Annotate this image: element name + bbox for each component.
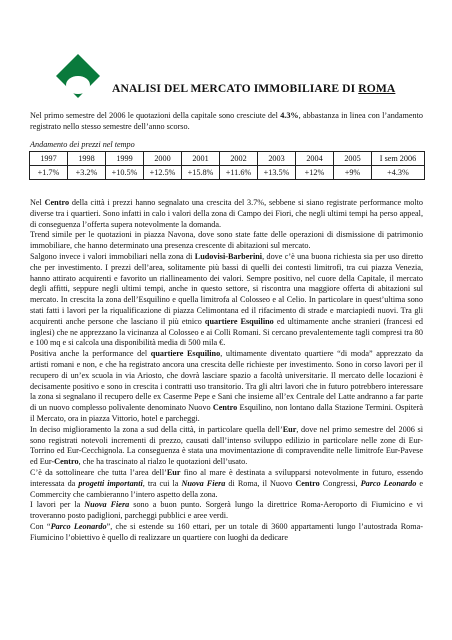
page-title <box>112 82 395 95</box>
year-cell: 2003 <box>258 152 296 166</box>
value-cell: +11.6% <box>220 166 258 180</box>
year-cell: 1998 <box>68 152 106 166</box>
value-cell: +13.5% <box>258 166 296 180</box>
price-trend-label: Andamento dei prezzi nel tempo <box>30 140 135 149</box>
year-cell: 1999 <box>106 152 144 166</box>
intro-paragraph: Nel primo semestre del 2006 le quotazioni della capitale sono cresciute del 4.3%, abbastanza in linea con l’andamento registrato nello stesso semestre dell’anno scorso. <box>30 111 423 131</box>
paragraph: Positiva anche la performance del quartiere Esquilino, ultimamente diventato quartiere “di moda” apprezzato da artisti romani e non, e che ha registrato ancora una crescita delle richieste per investimento. Sono in corso lavori per il recupero di un’ex scuola in via Ariosto, che dovrà lasciare spazio a facoltà universitarie. Il mercato delle locazioni è decisamente positivo e sono in crescita i contratti uso transitorio. Tra gli altri lavori che in futuro potrebbero interessare la zona si segnalano il recupero delle ex Caserme Pepe e Sani che insieme all’ex Centrale del Latte andranno a far parte di un nuovo complesso polivalente denominato Nuovo Centro Esquilino, non lontano dalla Stazione Termini. Ospiterà il Mercato, ora in piazza Vittorio, hotel e parcheggi. <box>30 349 423 423</box>
value-cell: +4.3% <box>372 166 425 180</box>
value-cell: +9% <box>334 166 372 180</box>
year-cell: 2000 <box>144 152 182 166</box>
paragraph: I lavori per la Nuova Fiera sono a buon punto. Sorgerà lungo la direttrice Roma-Aeroporto di Fiumicino e vi troveranno posto padiglioni, parcheggi pubblici e aree verdi. <box>30 500 424 521</box>
year-cell: I sem 2006 <box>372 152 425 166</box>
value-cell: +3.2% <box>68 166 106 180</box>
value-cell: +12% <box>296 166 334 180</box>
paragraph: Salgono invece i valori immobiliari nella zona di Ludovisi-Barberini, dove c’è una buona richiesta sia per uso diretto che per investimento. I prezzi dell’area, solitamente più bassi di quelli dei contesti limitrofi, tra cui piazza Venezia, hanno attirato acquirenti e favorito un riallineamento dei valori. Sempre positivo, nel cuore della Capitale, il mercato degli affitti, seppure negli ultimi tempi, anche in questo settore, si riscontra una maggiore offerta di abitazioni sul mercato. In crescita la zona dell’Esquilino e quella limitrofa al Colosseo e al Celio. In particolare in quest’ultima sono stati fatti i lavori per la riqualificazione di piazza Celimontana ed il rifacimento di strade e marciapiedi nuovi. Tra gli acquirenti anche persone che lasciano il più etnico quartiere Esquilino ed ultimamente anche stranieri (francesi ed inglesi) che ne apprezzano la vicinanza al Colosseo e ai Colli Romani. Si cercano prevalentemente tagli compresi tra 80 e 100 mq e si calcola una disponibilità media di 500 mila €. <box>30 251 423 348</box>
value-cell: +1.7% <box>30 166 68 180</box>
value-cell: +15.8% <box>182 166 220 180</box>
year-cell: 1997 <box>30 152 68 166</box>
paragraph: C’è da sottolineare che tutta l’area dell’Eur fino al mare è destinata a svilupparsi notevolmente in futuro, essendo interessata da progetti importanti, tra cui la Nuova Fiera di Roma, il Nuovo Centro Congressi, Parco Leonardo e Commercity che cambieranno l’intero aspetto della zona. <box>30 467 424 499</box>
table-row-years <box>30 152 425 166</box>
article-body <box>30 198 423 544</box>
price-trend-table <box>29 151 425 180</box>
page-title-main: ANALISI DEL MERCATO IMMOBILIARE DI <box>112 82 359 95</box>
page-title-city: ROMA <box>358 82 396 95</box>
year-cell: 2005 <box>334 152 372 166</box>
year-cell: 2002 <box>220 152 258 166</box>
paragraph: In deciso miglioramento la zona a sud della città, in particolare quella dell’Eur, dove nel primo semestre del 2006 si sono registrati notevoli incrementi di prezzo, causati dall’intenso sviluppo edilizio in particolare nelle zone di Eur-Torrino ed Eur-Cecchignola. La conseguenza è stata una movimentazione di compravendite nelle limitrofe Eur-Pavese ed Eur-Centro, che ha trascinato al rialzo le quotazioni dell’usato. <box>30 424 423 467</box>
paragraph: Nel Centro della città i prezzi hanno segnalato una crescita del 3.7%, sebbene si siano registrate performance molto diverse tra i quartieri. Sono infatti in calo i valori della zona di Campo dei Fiori, che negli ultimi tempi ha perso appeal, di conseguenza l’offerta supera notevolmente la domanda. <box>30 198 423 229</box>
paragraph: Con “Parco Leonardo”, che si estende su 160 ettari, per un totale di 3600 appartamenti lungo l’autostrada Roma-Fiumicino l’obiettivo è quello di realizzare un quartiere con luoghi da dedicare <box>30 521 423 542</box>
table-row-values <box>30 166 425 180</box>
value-cell: +12.5% <box>144 166 182 180</box>
company-logo-icon <box>56 54 100 98</box>
value-cell: +10.5% <box>106 166 144 180</box>
year-cell: 2004 <box>296 152 334 166</box>
year-cell: 2001 <box>182 152 220 166</box>
paragraph: Trend simile per le quotazioni in piazza Navona, dove sono state fatte delle operazioni di dismissione di patrimonio immobiliare, che hanno determinato una presenza crescente di abitazioni sul mercato. <box>30 230 423 251</box>
